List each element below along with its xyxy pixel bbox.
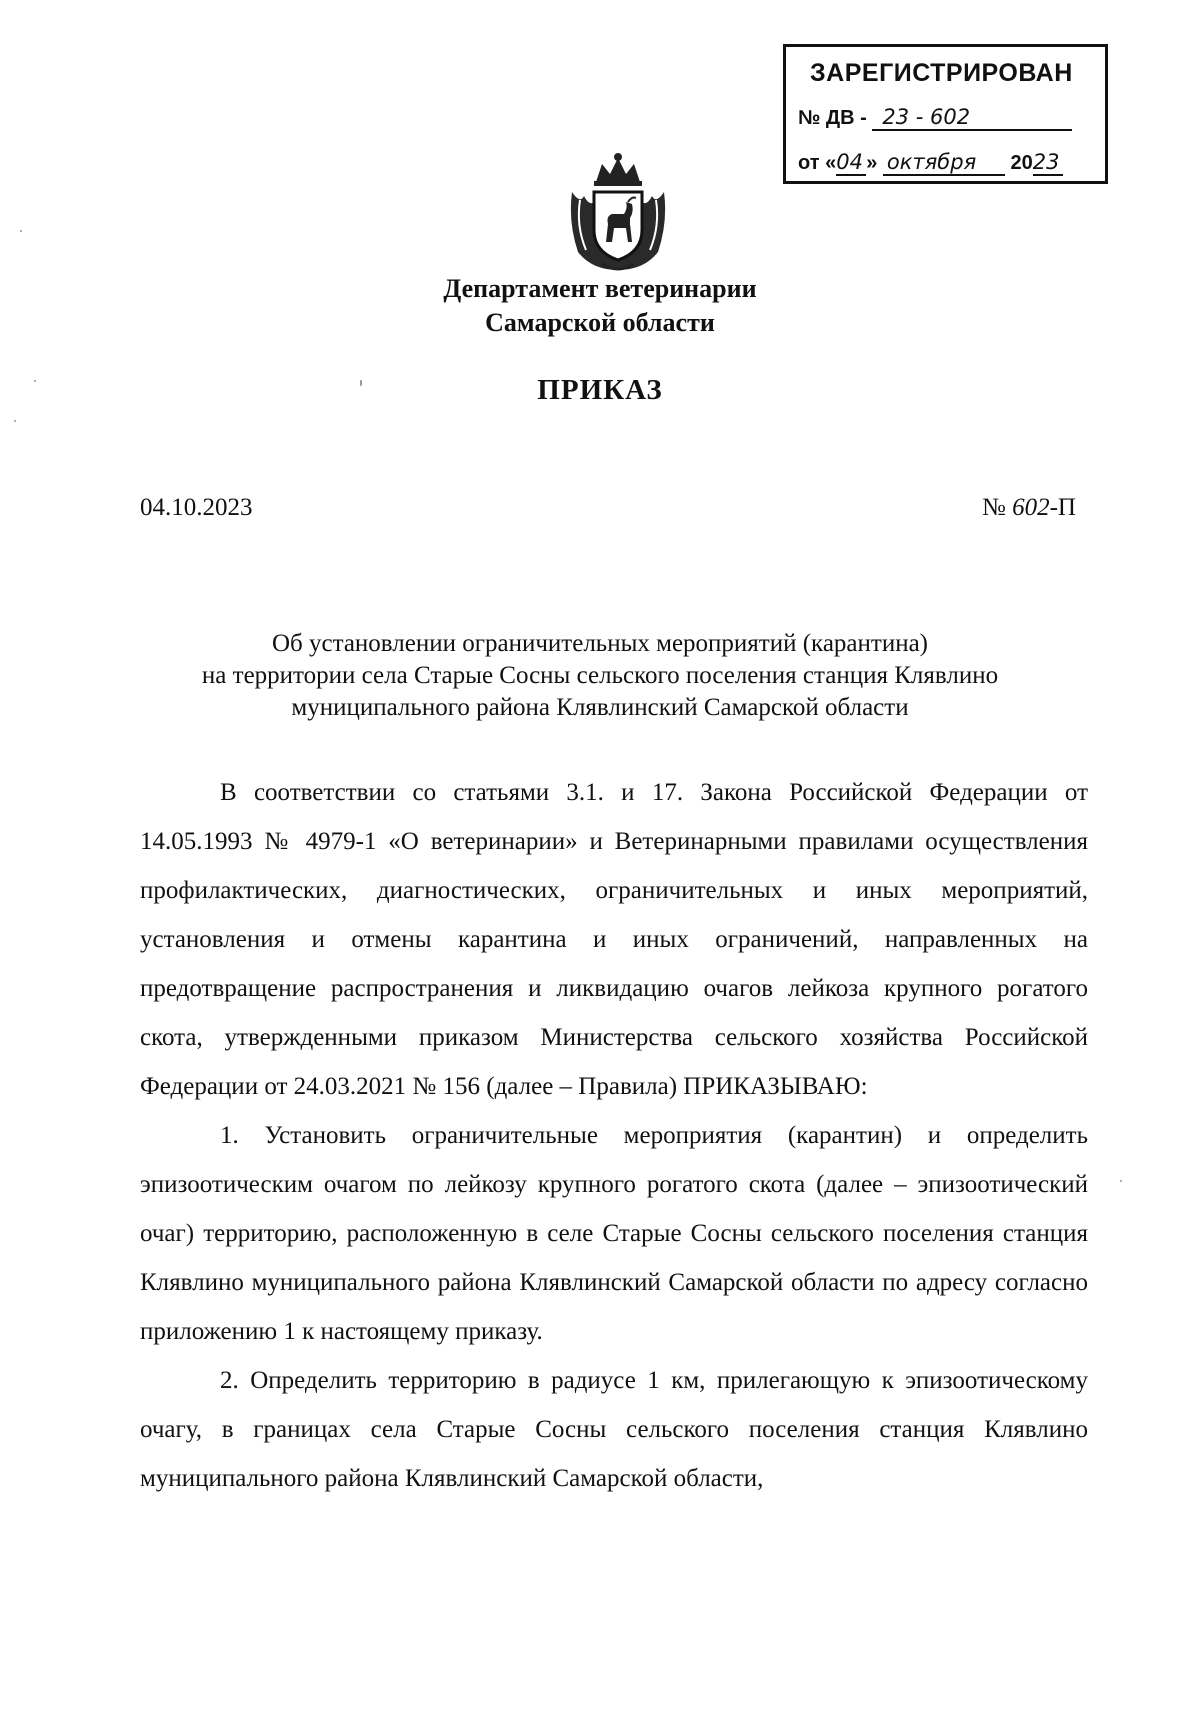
order-title: ПРИКАЗ	[537, 374, 663, 406]
stamp-date-sep: »	[866, 152, 878, 174]
preamble-paragraph: В соответствии со статьями 3.1. и 17. Закона Российской Федерации от 14.05.1993 № 4979-1 «О ветеринарии» и Ветеринарными правилами осуществления профилактических, диагностических, ограничительных и иных мероприятий, установления и отмены карантина и иных ограничений, направленных на предотвращение распространения и ликвидацию очагов лейкоза крупного рогатого скота, утвержденными приказом Министерства сельского хозяйства Российской Федерации от 24.03.2021 № 156 (далее – Правила) ПРИКАЗЫВАЮ:	[140, 779, 1088, 1100]
registration-stamp	[783, 44, 1108, 184]
stamp-date-day: 04	[836, 150, 866, 176]
stamp-title: ЗАРЕГИСТРИРОВАН	[810, 59, 1073, 87]
samara-coat-of-arms-icon	[562, 152, 674, 274]
department-line-1: Департамент ветеринарии	[443, 274, 757, 303]
item-2-paragraph: 2. Определить территорию в радиусе 1 км, прилегающую к эпизоотическому очагу, в границах села Старые Сосны сельского поселения станция Клявлино муниципального района Клявлинский Самарской области,	[140, 1367, 1088, 1492]
order-body	[140, 768, 1088, 1503]
stamp-registration-number	[798, 105, 1072, 131]
subject-line-2: на территории села Старые Сосны сельского поселения станция Клявлино	[201, 662, 999, 689]
scan-speck	[14, 420, 16, 422]
order-number	[982, 494, 1076, 522]
subject-line-3: муниципального района Клявлинский Самарской области	[291, 694, 909, 721]
stamp-registration-date	[798, 150, 1063, 176]
department-name	[0, 272, 1200, 340]
stamp-date-prefix: от «	[798, 152, 837, 174]
order-number-prefix: №	[982, 494, 1013, 521]
department-line-2: Самарской области	[485, 308, 715, 337]
order-number-handwritten: 602	[1012, 494, 1050, 521]
order-subject	[0, 628, 1200, 724]
stamp-date-year: 23	[1033, 150, 1063, 176]
order-date: 04.10.2023	[140, 494, 253, 521]
scan-speck	[34, 380, 36, 382]
stamp-date-month: октября	[883, 150, 1005, 176]
subject-line-1: Об установлении ограничительных мероприятий (карантина)	[271, 630, 929, 657]
order-number-suffix: -П	[1049, 494, 1076, 521]
scan-speck	[1120, 1180, 1122, 1182]
scan-speck	[360, 380, 362, 386]
stamp-reg-prefix: № ДВ -	[798, 107, 867, 129]
stamp-reg-number-handwritten: 23 - 602	[872, 105, 1072, 131]
item-1-paragraph: 1. Установить ограничительные мероприятия (карантин) и определить эпизоотическим очагом по лейкозу крупного рогатого скота (далее – эпизоотический очаг) территорию, расположенную в селе Старые Сосны сельского поселения станция Клявлино муниципального района Клявлинский Самарской области по адресу согласно приложению 1 к настоящему приказу.	[140, 1122, 1088, 1345]
scan-speck	[20, 230, 22, 232]
stamp-date-century: 20	[1010, 152, 1033, 174]
